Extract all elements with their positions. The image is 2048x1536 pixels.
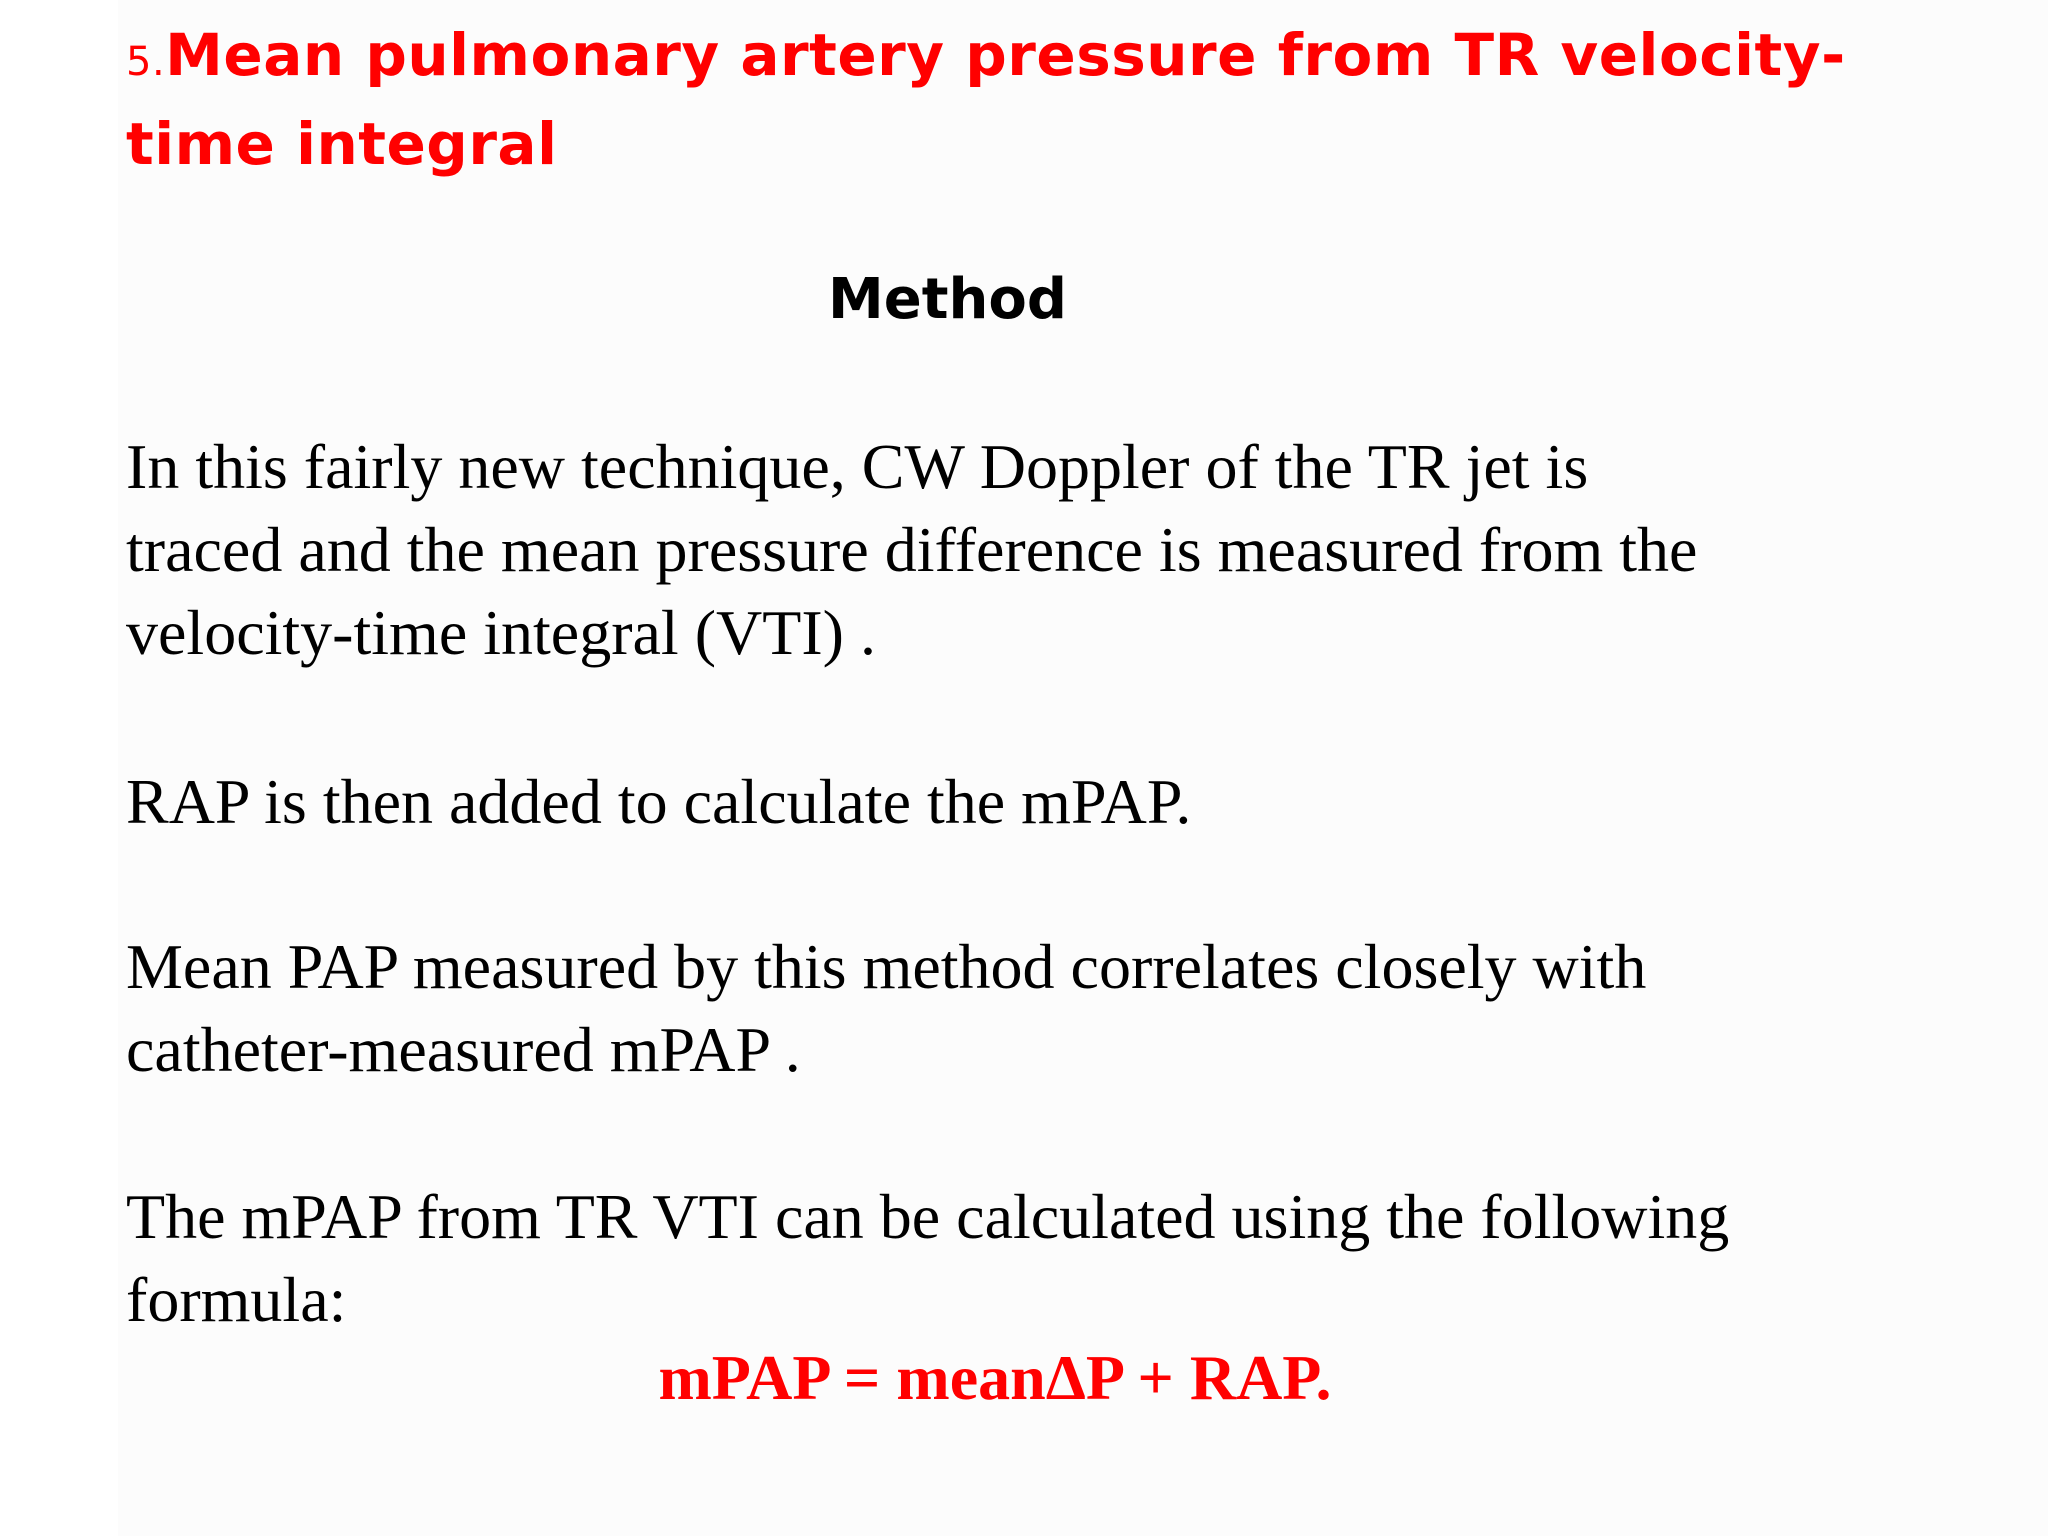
title-line-1: Mean pulmonary artery pressure from TR velocity- (165, 21, 1846, 89)
paragraph-line: RAP is then added to calculate the mPAP. (126, 766, 1192, 837)
paragraph-line: In this fairly new technique, CW Doppler of the TR jet is (126, 431, 1589, 502)
paragraph-line: The mPAP from TR VTI can be calculated using the following (126, 1181, 1730, 1252)
paragraph-line: formula: (126, 1264, 347, 1335)
paragraph-rap (126, 760, 1926, 843)
paragraph-line: velocity-time integral (VTI) . (126, 597, 876, 668)
method-heading: Method (828, 267, 1067, 332)
paragraph-line: traced and the mean pressure difference is measured from the (126, 514, 1698, 585)
paragraph-technique (126, 425, 1926, 674)
paragraph-line: Mean PAP measured by this method correlates closely with (126, 931, 1647, 1002)
paragraph-line: catheter-measured mPAP . (126, 1014, 801, 1085)
title-line-2: time integral (126, 110, 558, 178)
paragraph-correlation (126, 925, 1926, 1091)
paragraph-formula-intro (126, 1175, 1926, 1341)
slide-title (126, 14, 1866, 185)
title-number: 5. (126, 39, 166, 85)
mpap-formula: mPAP = meanΔP + RAP. (658, 1342, 1332, 1413)
